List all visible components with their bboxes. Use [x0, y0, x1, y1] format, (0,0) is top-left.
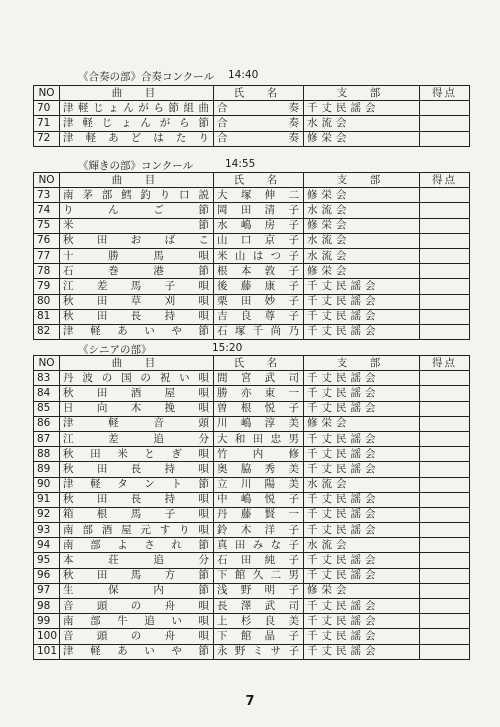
- branch-name: 水流会: [304, 233, 420, 248]
- entry-number: 93: [34, 523, 60, 538]
- shine-table: [33, 172, 470, 340]
- header-song: 曲 目: [60, 356, 214, 371]
- entry-number: 82: [34, 324, 60, 339]
- song-title: 秋田長持唄: [60, 492, 214, 507]
- branch-name: 千丈民謡会: [304, 629, 420, 644]
- song-title: 津軽音頭: [60, 416, 214, 431]
- score-cell: [420, 583, 470, 598]
- ensemble-table: [33, 85, 470, 147]
- branch-name: 千丈民謡会: [304, 431, 420, 446]
- entry-number: 87: [34, 431, 60, 446]
- header-branch: 支 部: [304, 173, 420, 188]
- song-title: 津軽じょんがら節: [60, 116, 214, 131]
- performer-name: 丹藤賢一: [214, 507, 304, 522]
- header-name: 氏 名: [214, 356, 304, 371]
- branch-name: 千丈民謡会: [304, 447, 420, 462]
- section-title: 《シニアの部》: [78, 344, 152, 356]
- branch-name: 千丈民謡会: [304, 599, 420, 614]
- score-cell: [420, 629, 470, 644]
- entry-number: 81: [34, 309, 60, 324]
- branch-name: 水流会: [304, 248, 420, 263]
- entry-number: 95: [34, 553, 60, 568]
- entry-number: 97: [34, 583, 60, 598]
- header-no: NO: [34, 86, 60, 101]
- song-title: 秋田長持唄: [60, 309, 214, 324]
- song-title: 丹波の国の祝い唄: [60, 371, 214, 386]
- score-cell: [420, 309, 470, 324]
- song-title: 秋田おばこ: [60, 233, 214, 248]
- table-row: [34, 629, 470, 644]
- performer-name: 大和田忠男: [214, 431, 304, 446]
- entry-number: 99: [34, 614, 60, 629]
- performer-name: 竹内修: [214, 447, 304, 462]
- score-cell: [420, 248, 470, 263]
- song-title: 秋田酒屋唄: [60, 386, 214, 401]
- performer-name: 真田みな子: [214, 538, 304, 553]
- senior-table: [33, 355, 470, 660]
- branch-name: 千丈民謡会: [304, 553, 420, 568]
- entry-number: 100: [34, 629, 60, 644]
- entry-number: 71: [34, 116, 60, 131]
- entry-number: 90: [34, 477, 60, 492]
- table-row: [34, 309, 470, 324]
- song-title: 津軽タント節: [60, 477, 214, 492]
- entry-number: 77: [34, 248, 60, 263]
- table-row: [34, 523, 470, 538]
- header-score: 得点: [420, 173, 470, 188]
- score-cell: [420, 416, 470, 431]
- table-row: [34, 279, 470, 294]
- branch-name: 修栄会: [304, 188, 420, 203]
- song-title: 箱根馬子唄: [60, 507, 214, 522]
- performer-name: 山口京子: [214, 233, 304, 248]
- entry-number: 96: [34, 568, 60, 583]
- song-title: 秋田長持唄: [60, 462, 214, 477]
- song-title: 津軽あどはたり: [60, 131, 214, 146]
- performer-name: 上杉良美: [214, 614, 304, 629]
- header-score: 得点: [420, 86, 470, 101]
- header-name: 氏 名: [214, 86, 304, 101]
- song-title: 日向木挽唄: [60, 401, 214, 416]
- table-row: [34, 477, 470, 492]
- score-cell: [420, 218, 470, 233]
- table-row: [34, 203, 470, 218]
- entry-number: 80: [34, 294, 60, 309]
- table-row: [34, 131, 470, 146]
- score-cell: [420, 644, 470, 659]
- song-title: 石巻港節: [60, 264, 214, 279]
- entry-number: 78: [34, 264, 60, 279]
- performer-name: 奥脇秀美: [214, 462, 304, 477]
- song-title: 南部酒屋元すり唄: [60, 523, 214, 538]
- score-cell: [420, 614, 470, 629]
- branch-name: 千丈民謡会: [304, 507, 420, 522]
- song-title: 十勝馬唄: [60, 248, 214, 263]
- table-row: [34, 416, 470, 431]
- entry-number: 85: [34, 401, 60, 416]
- branch-name: 千丈民謡会: [304, 386, 420, 401]
- branch-name: 千丈民謡会: [304, 644, 420, 659]
- performer-name: 合 奏: [214, 116, 304, 131]
- score-cell: [420, 203, 470, 218]
- section-heading-shine: [78, 158, 256, 173]
- score-cell: [420, 131, 470, 146]
- score-cell: [420, 294, 470, 309]
- section-time: 15:20: [212, 342, 243, 354]
- branch-name: 千丈民謡会: [304, 371, 420, 386]
- score-cell: [420, 523, 470, 538]
- score-cell: [420, 116, 470, 131]
- table-row: [34, 462, 470, 477]
- entry-number: 74: [34, 203, 60, 218]
- score-cell: [420, 233, 470, 248]
- entry-number: 75: [34, 218, 60, 233]
- song-title: 秋田馬方節: [60, 568, 214, 583]
- performer-name: 大塚伸二: [214, 188, 304, 203]
- song-title: 南部牛追い唄: [60, 614, 214, 629]
- performer-name: 浅野明子: [214, 583, 304, 598]
- entry-number: 79: [34, 279, 60, 294]
- performer-name: 合 奏: [214, 101, 304, 116]
- entry-number: 70: [34, 101, 60, 116]
- branch-name: 水流会: [304, 538, 420, 553]
- song-title: 秋田草刈唄: [60, 294, 214, 309]
- table-row: [34, 116, 470, 131]
- table-row: [34, 294, 470, 309]
- table-row: [34, 568, 470, 583]
- song-title: 津軽じょんがら節組曲: [60, 101, 214, 116]
- branch-name: 千丈民謡会: [304, 324, 420, 339]
- header-branch: 支 部: [304, 356, 420, 371]
- branch-name: 千丈民謡会: [304, 492, 420, 507]
- score-cell: [420, 447, 470, 462]
- performer-name: 曽根悦子: [214, 401, 304, 416]
- branch-name: 千丈民謡会: [304, 523, 420, 538]
- score-cell: [420, 264, 470, 279]
- table-row: [34, 324, 470, 339]
- table-row: [34, 431, 470, 446]
- entry-number: 72: [34, 131, 60, 146]
- song-title: 生保内節: [60, 583, 214, 598]
- score-cell: [420, 568, 470, 583]
- performer-name: 水嶋房子: [214, 218, 304, 233]
- branch-name: 千丈民謡会: [304, 401, 420, 416]
- performer-name: 栗田妙子: [214, 294, 304, 309]
- score-cell: [420, 553, 470, 568]
- entry-number: 83: [34, 371, 60, 386]
- branch-name: 修栄会: [304, 264, 420, 279]
- table-row: [34, 644, 470, 659]
- table-row: [34, 401, 470, 416]
- branch-name: 修栄会: [304, 583, 420, 598]
- header-song: 曲 目: [60, 173, 214, 188]
- score-cell: [420, 599, 470, 614]
- song-title: 南茅部鱈釣り口説: [60, 188, 214, 203]
- entry-number: 84: [34, 386, 60, 401]
- performer-name: 根本敦子: [214, 264, 304, 279]
- entry-number: 94: [34, 538, 60, 553]
- section-title: 《輝きの部》コンクール: [78, 160, 194, 172]
- branch-name: 千丈民謡会: [304, 101, 420, 116]
- song-title: 津軽あいや節: [60, 324, 214, 339]
- song-title: 江差追分: [60, 431, 214, 446]
- song-title: 本荘追分: [60, 553, 214, 568]
- section-time: 14:40: [228, 69, 259, 81]
- branch-name: 千丈民謡会: [304, 309, 420, 324]
- header-no: NO: [34, 173, 60, 188]
- table-header-row: [34, 86, 470, 101]
- branch-name: 千丈民謡会: [304, 614, 420, 629]
- score-cell: [420, 538, 470, 553]
- table-row: [34, 492, 470, 507]
- song-title: 音頭の舟唄: [60, 629, 214, 644]
- score-cell: [420, 386, 470, 401]
- performer-name: 石塚千尚乃: [214, 324, 304, 339]
- entry-number: 91: [34, 492, 60, 507]
- performer-name: 鈴木洋子: [214, 523, 304, 538]
- table-row: [34, 371, 470, 386]
- entry-number: 92: [34, 507, 60, 522]
- table-row: [34, 507, 470, 522]
- entry-number: 76: [34, 233, 60, 248]
- performer-name: 合 奏: [214, 131, 304, 146]
- section-heading-ensemble: [78, 69, 259, 84]
- header-name: 氏 名: [214, 173, 304, 188]
- song-title: 南部よされ節: [60, 538, 214, 553]
- header-score: 得点: [420, 356, 470, 371]
- performer-name: 米山はつ子: [214, 248, 304, 263]
- branch-name: 修栄会: [304, 218, 420, 233]
- score-cell: [420, 371, 470, 386]
- table-header-row: [34, 356, 470, 371]
- score-cell: [420, 477, 470, 492]
- table-row: [34, 553, 470, 568]
- performer-name: 石田純子: [214, 553, 304, 568]
- performer-name: 吉良尊子: [214, 309, 304, 324]
- score-cell: [420, 507, 470, 522]
- performer-name: 永野ミサ子: [214, 644, 304, 659]
- table-row: [34, 538, 470, 553]
- table-row: [34, 218, 470, 233]
- song-title: 秋田米とぎ唄: [60, 447, 214, 462]
- entry-number: 86: [34, 416, 60, 431]
- table-row: [34, 599, 470, 614]
- table-row: [34, 264, 470, 279]
- performer-name: 勝亦東一: [214, 386, 304, 401]
- performer-name: 立川陽美: [214, 477, 304, 492]
- branch-name: 水流会: [304, 116, 420, 131]
- song-title: 江差馬子唄: [60, 279, 214, 294]
- branch-name: 修栄会: [304, 131, 420, 146]
- branch-name: 千丈民謡会: [304, 294, 420, 309]
- branch-name: 水流会: [304, 477, 420, 492]
- entry-number: 101: [34, 644, 60, 659]
- score-cell: [420, 188, 470, 203]
- song-title: りんご節: [60, 203, 214, 218]
- performer-name: 川嶋淳美: [214, 416, 304, 431]
- table-row: [34, 233, 470, 248]
- branch-name: 千丈民謡会: [304, 568, 420, 583]
- header-branch: 支 部: [304, 86, 420, 101]
- branch-name: 修栄会: [304, 416, 420, 431]
- table-header-row: [34, 173, 470, 188]
- header-no: NO: [34, 356, 60, 371]
- page-number: 7: [245, 694, 255, 709]
- score-cell: [420, 101, 470, 116]
- score-cell: [420, 324, 470, 339]
- performer-name: 間宮武司: [214, 371, 304, 386]
- song-title: 米節: [60, 218, 214, 233]
- table-row: [34, 248, 470, 263]
- branch-name: 千丈民謡会: [304, 279, 420, 294]
- performer-name: 岡田清子: [214, 203, 304, 218]
- entry-number: 98: [34, 599, 60, 614]
- song-title: 音頭の舟唄: [60, 599, 214, 614]
- entry-number: 89: [34, 462, 60, 477]
- score-cell: [420, 279, 470, 294]
- table-row: [34, 447, 470, 462]
- performer-name: 下館晶子: [214, 629, 304, 644]
- score-cell: [420, 401, 470, 416]
- section-time: 14:55: [225, 158, 256, 170]
- table-row: [34, 614, 470, 629]
- table-row: [34, 188, 470, 203]
- performer-name: 下館久二男: [214, 568, 304, 583]
- score-cell: [420, 431, 470, 446]
- branch-name: 水流会: [304, 203, 420, 218]
- performer-name: 後藤康子: [214, 279, 304, 294]
- performer-name: 長澤武司: [214, 599, 304, 614]
- table-row: [34, 386, 470, 401]
- score-cell: [420, 462, 470, 477]
- entry-number: 73: [34, 188, 60, 203]
- song-title: 津軽あいや節: [60, 644, 214, 659]
- table-row: [34, 583, 470, 598]
- performer-name: 中嶋悦子: [214, 492, 304, 507]
- entry-number: 88: [34, 447, 60, 462]
- branch-name: 千丈民謡会: [304, 462, 420, 477]
- table-row: [34, 101, 470, 116]
- section-title: 《合奏の部》合奏コンクール: [78, 71, 215, 83]
- header-song: 曲 目: [60, 86, 214, 101]
- score-cell: [420, 492, 470, 507]
